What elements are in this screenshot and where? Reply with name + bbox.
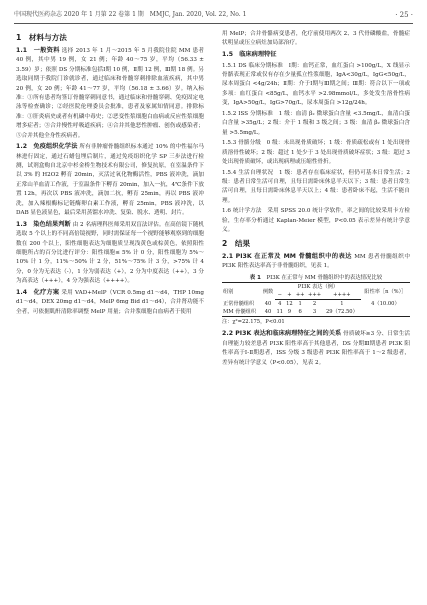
text-staining: 由 2 名病理科医师采用双盲法评估。在高倍镜下随机选取 5 个以上的不同高倍镜视野，同时需保证每一个视野能够观察到的细胞数在 200 个以上，阳性细胞表达为细胞质呈现浅黄色或棕黄色，依照阳性细胞所占的百分比进行评分：阳性细胞≤ 5% 计 0 分，阳性细胞为 5%～10% 计 1 分，11%～50% 计 2 分，51%～75% 计 3 分，>75% 计 4 分，0 分为无表达（-），1 分为弱表达（+），2 分为中度表达（++），3 分为高表达（+++），4 分为强表达（++++）。 — [16, 221, 204, 285]
table-cell: 40 — [264, 301, 272, 308]
table-cell: 6 — [294, 308, 306, 317]
subheading-chemotherapy: 1.4 化疗方案 — [16, 288, 60, 296]
table-header-n: 例数 — [261, 283, 275, 300]
table-1 — [222, 274, 410, 326]
paragraph-ds-staging: 1.5.1 DS 临床分期标准 Ⅰ期：血钙正常，血红蛋白 >100g/L，X 线显示骨骼表现正常或仅有存在少量孤立性浆细胞，IgA<30g/L，IgG<50g/L，尿本周蛋白 <4g/24h；Ⅱ期：介于Ⅰ期与Ⅲ期之间；Ⅲ期：符合以下一项或多项：血红蛋白 <85g/L，血钙水平 >2.98mmol/L，多处发生溶骨性病变，IgA>50g/L，IgG>70g/L，尿本周蛋白 >12g/24h。 — [222, 62, 410, 107]
table-cell: 40 — [261, 308, 275, 317]
subheading-general-data: 1.1 一般资料 — [16, 47, 60, 54]
table-cell: 29（72.50） — [323, 308, 361, 317]
paragraph-pi3k-expression — [222, 252, 410, 272]
table-header-plus2: ++ — [295, 292, 305, 299]
table-cell: 4 — [278, 301, 282, 308]
paragraph-bone-grading: 1.5.3 骨骼分级 0 级：未出现骨质破坏；1 级：骨质疏松或有 1 处出现骨质溶骨性破坏；2 级：超过 1 处少于 3 处出现骨质破坏症状；3 级：超过 3 处出现骨质破坏，或出现病理或压缩性骨折。 — [222, 140, 410, 166]
table-cell: 3 — [306, 308, 323, 317]
paragraph-staining — [16, 220, 204, 287]
subheading-pi3k-expression: 2.1 PI3K 在正常及 MM 骨髓组织中的表达 — [222, 252, 352, 260]
table-cell: 正常骨髓组织 — [223, 301, 255, 308]
paragraph-general-data — [16, 46, 204, 141]
paragraph-pi3k-clinical — [222, 329, 410, 368]
table-cell: 1 — [298, 301, 302, 308]
table-header-positive-rate: 阳性率［n（%）］ — [361, 283, 410, 300]
text-chemotherapy: 采用 VAD+MelP（VCR 0.5mg d1～d4，THP 10mg d1～d4，DEX 20mg d1～d4，MelP 6mg Bid d1～d4），合并肾功能不全者，可依据肌酐清除率调整 MelP 用量；合并浆细胞白血病者于使用 — [16, 289, 204, 315]
subheading-pi3k-clinical: 2.2 PI3K 表达和临床病理特征之间的关系 — [222, 330, 342, 338]
table-row — [222, 300, 410, 309]
table-cell: 12 — [286, 301, 293, 308]
table-caption — [222, 274, 410, 282]
table-header-group: 组别 — [222, 283, 261, 300]
paragraph-chemotherapy-cont: 用 MelP；合并骨骼病变患者，化疗前使用两次 2、3 代骨磷酸盐，骨髓症状明显或压立病灶加局部治疗。 — [222, 31, 410, 47]
table-title: PI3K 在正常与 MM 骨髓组织中的表达情况比较 — [266, 275, 383, 282]
table-cell: 9 — [285, 308, 295, 317]
table-note: 注：χ²=22.175，P<0.01 — [222, 319, 285, 326]
paragraph-clinical-features — [222, 50, 410, 60]
table-cell: MM 骨髓组织 — [222, 308, 261, 317]
left-column — [16, 30, 204, 598]
paragraph-ihc — [16, 142, 204, 218]
running-header — [14, 8, 413, 22]
table-header-plus4: ++++ — [323, 291, 361, 300]
table-header-neg: − — [275, 291, 285, 300]
subheading-ihc: 1.2 免疫组织化学法 — [16, 143, 78, 151]
table-cell: 11 — [276, 309, 284, 316]
table-number: 表 1 — [249, 275, 261, 282]
table-cell: 2 — [312, 301, 317, 308]
paragraph-statistics: 1.6 统计学方法 采用 SPSS 20.0 统计学软件，率之间的比较采用卡方检验，生存率分析通过 Kaplan-Meier 模型，P<0.05 表示差异有统计学意义。 — [222, 208, 410, 234]
table-header-plus1: + — [285, 291, 295, 300]
journal-citation: 中国现代医药杂志 2020 年 1 月第 22 卷第 1 期 MMJC, Jan. 2020, Vol. 22, No. 1 — [14, 11, 247, 18]
subheading-clinical-features: 1.5 临床病理特征 — [222, 51, 277, 58]
paragraph-chemotherapy — [16, 288, 204, 317]
text-pi3k-clinical: 骨质破坏≥3 分、日常生活自理能力较差患者 PI3K 阳性率高于其他患者，DS 分期Ⅲ期患者 PI3K 阳性率高于Ⅰ-Ⅱ期患者，ISS 分级 3 级患者 PI3K 阳性率高于 1～2 级患者，差异有统计学意义（P<0.05），见表 2。 — [222, 331, 410, 366]
text-general-data: 选择 2013 年 1 月～2015 年 5 月我院住院 MM 患者 40 例，其中男 19 例，女 21 例；年龄 40～75 岁，平均（56.33 ± 3.59）岁；依照 DS 分期标准包括Ⅰ期 10 例，Ⅱ期 12 例，Ⅲ期 18 例。另选取同期于我院门诊就诊者，通过临床和骨髓穿刺排除血液疾病，其中男 20 例，女 20 例；年龄 41～77 岁，平均（56.18 ± 3.66）岁。纳入标准：①所有患者均签订骨髓穿刺同意书，通过临床和骨髓穿刺、免疫固定电泳等检查确诊；②经医院伦理委员会批准，患者及家属知情同意。排除标准：①肝炎病史或者有机磷中毒史；②恶变性浆细胞白血病或反应性浆细胞增多症者；③合并慢性呼吸道疾病；④合并其他恶性肿瘤、创伤或感染者；⑤合并其他全身性疾病者。 — [16, 48, 204, 139]
right-column — [222, 30, 410, 598]
paragraph-self-care: 1.5.4 生活自理状况 1 级：患者存在临床症状，但仍可基本日常生活；2 级：患者日常生活可自理，且每日需卧床休息半天以下；3 级：患者日常生活可自理，且每日需卧床休息半天以上；4 级：患者卧床不起，生活不能自理。 — [222, 169, 410, 204]
table-header-expression-group: PI3K 表达（例） — [275, 283, 361, 292]
header-rule — [14, 23, 413, 24]
pi3k-table — [222, 282, 410, 317]
section-heading-results: 2 结果 — [222, 238, 251, 248]
table-cell: 4（10.00） — [371, 301, 400, 308]
text-pi3k-expression: MM 患者骨髓组织中 PI3K 阳性表达率高于非骨髓组织，见表 1。 — [222, 253, 410, 270]
table-row — [222, 308, 410, 317]
table-cell: 1 — [340, 301, 344, 308]
paragraph-iss-staging: 1.5.2 ISS 分期标准 1 级：血清 β₂ 微球蛋白含量 <3.5mg/L，血清白蛋白含量 >35g/L；2 级：介于 1 级和 3 级之间；3 级：血清 β₂ 微球蛋白含量 >5.5mg/L。 — [222, 110, 410, 136]
table-header-plus3: +++ — [308, 292, 322, 299]
table-cell — [361, 308, 410, 317]
subheading-staining: 1.3 染色结果判断 — [16, 220, 71, 228]
text-ihc: 所有非肿瘤骨髓组织标本通过 10% 的中性福尔马林进行固定，通过石蜡包埋后制片，通过免疫组织化学 SP 三步法进行检测，试剂盒购自北京中杉金桥生物技术有限公司，修复抗原，在室温条件下以 3% 的 H2O2 孵育 20min，灭活过氧化物酶活性，PBS 液冲洗，滴加正常山羊血清工作液，于室温条件下孵育 20min，加入一抗，4℃条件下放置 12h，再次以 PBS 液冲洗，滴加二抗，孵育 25min，再以 PBS 液冲洗，加入辣根酶标记链酶卵白素工作液，孵育 25min，PBS 液冲洗，以 DAB 显色液显色，最后采用蒸馏水冲洗、复染、脱水、透明、封片。 — [16, 144, 204, 217]
section-heading-methods: 1 材料与方法 — [16, 33, 67, 42]
page-number: · 25 · — [395, 11, 413, 19]
